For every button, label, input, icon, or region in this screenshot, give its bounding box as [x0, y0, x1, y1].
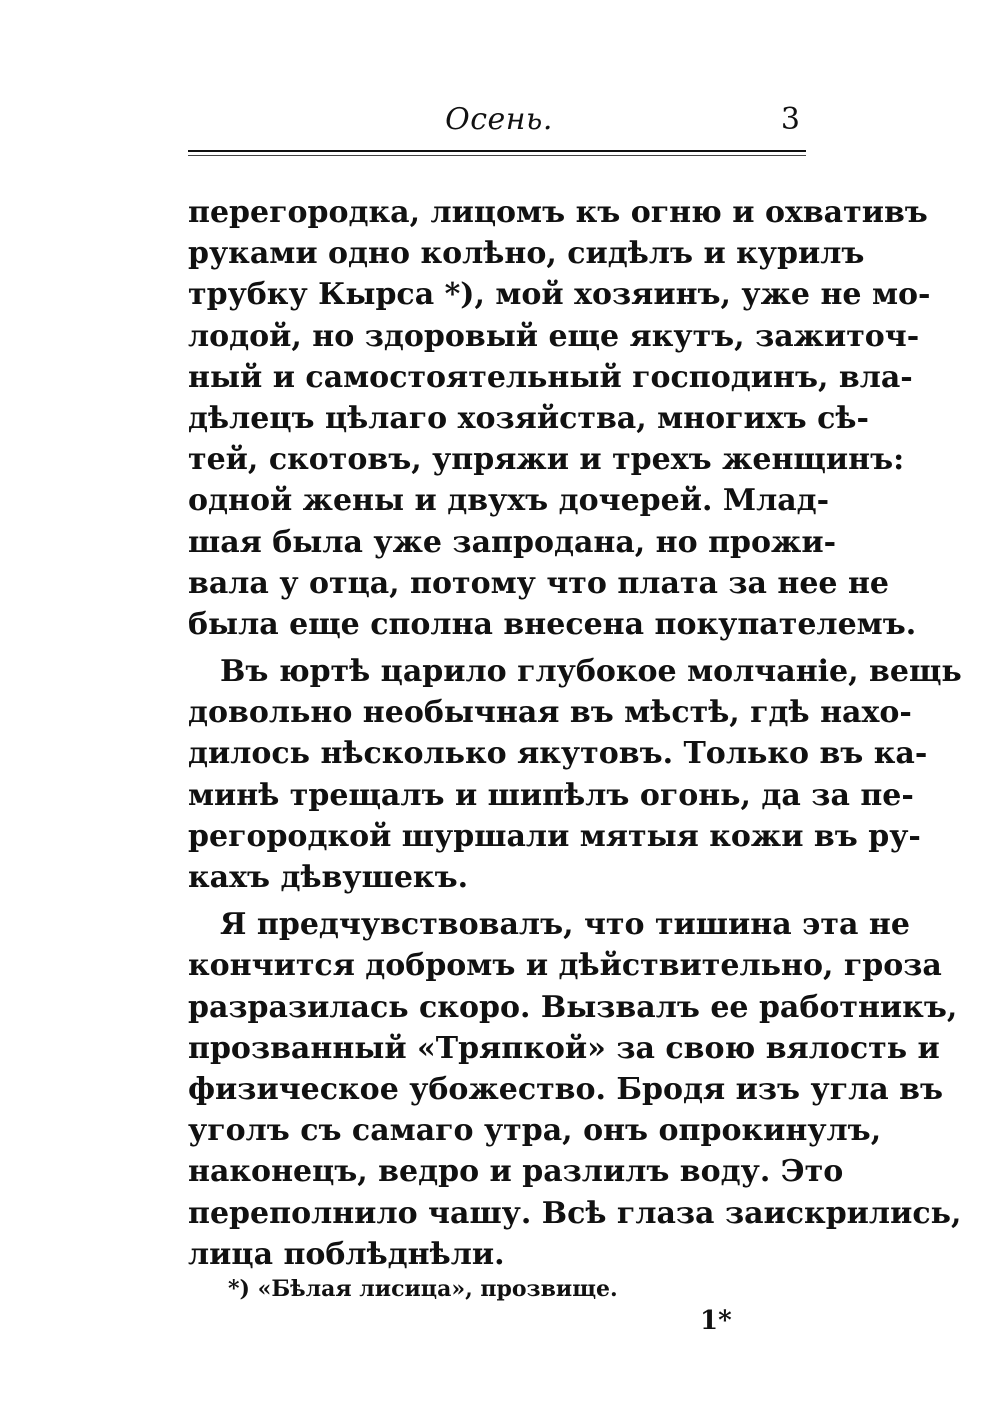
text-line: дилось нѣсколько якутовъ. Только въ ка-: [188, 736, 928, 772]
text-line: минѣ трещалъ и шипѣлъ огонь, да за пе-: [188, 777, 914, 813]
text-line: лица поблѣднѣли.: [188, 1236, 505, 1272]
running-head: [188, 100, 810, 144]
text-line: дѣлецъ цѣлаго хозяйства, многихъ сѣ-: [188, 400, 869, 436]
body-text: [188, 192, 962, 1275]
paragraph-1: [188, 192, 931, 645]
text-line: кахъ дѣвушекъ.: [188, 860, 469, 895]
text-line: прозванный «Тряпкой» за свою вялость и: [188, 1030, 940, 1066]
text-line: руками одно колѣно, сидѣлъ и курилъ: [188, 236, 865, 272]
text-line: Я предчувствовалъ, что тишина эта не: [220, 907, 910, 943]
text-line: наконецъ, ведро и разлилъ воду. Это: [188, 1154, 844, 1190]
header-rule: [188, 150, 806, 152]
text-line: физическое убожество. Бродя изъ угла въ: [188, 1071, 943, 1107]
paragraph-3: [188, 904, 962, 1275]
text-line: регородкой шуршали мятыя кожи въ ру-: [188, 818, 921, 854]
text-line: разразилась скоро. Вызвалъ ее работникъ,: [188, 989, 958, 1025]
paragraph-2: [188, 651, 962, 898]
text-line: уголъ съ самаго утра, онъ опрокинулъ,: [188, 1113, 882, 1149]
signature-mark: 1*: [700, 1306, 732, 1336]
text-line: одной жены и двухъ дочерей. Млад-: [188, 483, 830, 519]
text-line: кончится добромъ и дѣйствительно, гроза: [188, 948, 942, 984]
text-line: была еще сполна внесена покупателемъ.: [188, 606, 917, 642]
text-line: тей, скотовъ, упряжи и трехъ женщинъ:: [188, 442, 905, 478]
text-line: ный и самостоятельный господинъ, вла-: [188, 359, 913, 395]
text-line: шая была уже запродана, но прожи-: [188, 524, 837, 560]
running-title: Осень.: [445, 102, 553, 137]
text-line: лодой, но здоровый еще якутъ, зажиточ-: [188, 318, 920, 354]
page-number: 3: [780, 102, 800, 137]
text-line: вала у отца, потому что плата за нее не: [188, 565, 890, 601]
text-line: перегородка, лицомъ къ огню и охвативъ: [188, 195, 928, 230]
footnote: *) «Бѣлая лисица», прозвище.: [228, 1276, 618, 1302]
text-line: довольно необычная въ мѣстѣ, гдѣ нахо-: [188, 695, 912, 731]
text-line: Въ юртѣ царило глубокое молчаніе, вещь: [220, 654, 962, 690]
text-line: трубку Кырса *), мой хозяинъ, уже не мо-: [188, 277, 931, 313]
header-rule-thin: [188, 155, 806, 156]
text-line: переполнило чашу. Всѣ глаза заискрились,: [188, 1195, 962, 1231]
